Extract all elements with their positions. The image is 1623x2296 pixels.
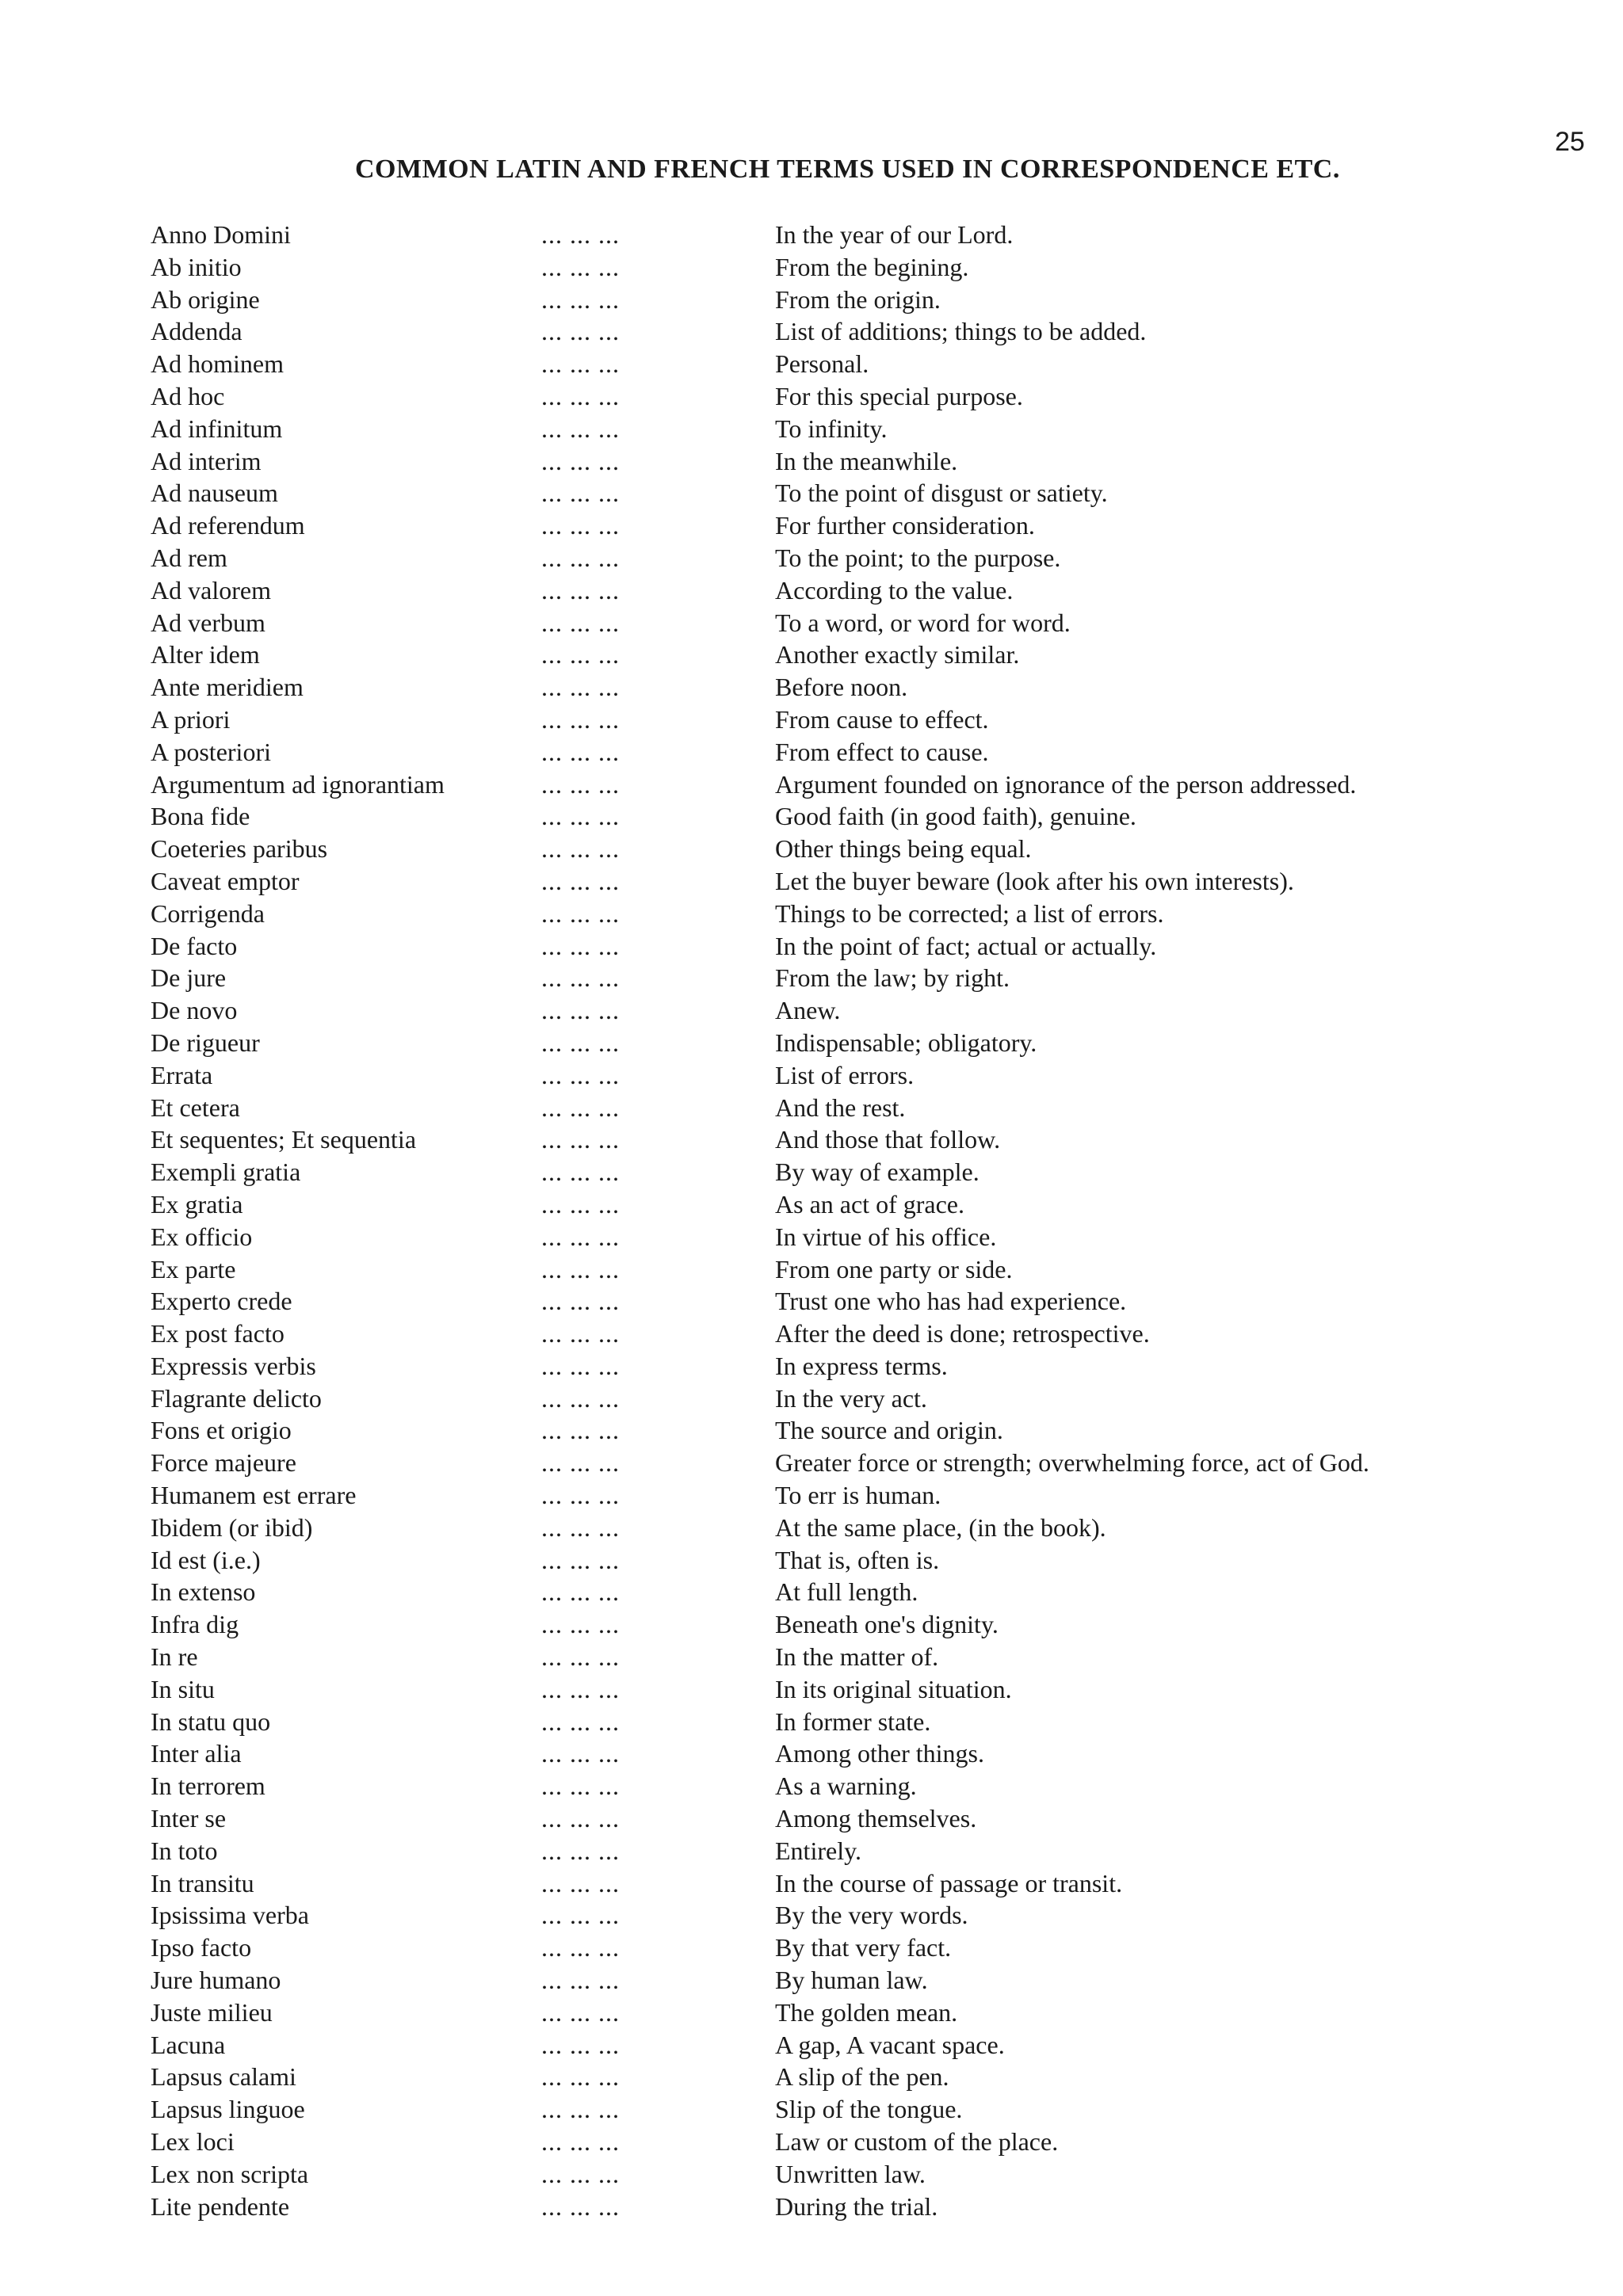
page-number: 25 [1555, 127, 1585, 157]
latin-term: Ab initio [151, 252, 242, 281]
term-row [135, 1447, 1482, 1479]
latin-term: De novo [151, 996, 238, 1025]
term-meaning: To a word, or word for word. [775, 608, 1071, 637]
latin-term: Ad interim [151, 446, 262, 475]
term-row [135, 1350, 1482, 1383]
term-row [135, 2061, 1482, 2093]
term-row [135, 1608, 1482, 1641]
term-row [135, 1318, 1482, 1350]
term-row [135, 445, 1482, 478]
dot-leader: ... ... ... [541, 317, 620, 346]
latin-term: Ad nauseum [151, 479, 278, 508]
term-row [135, 1059, 1482, 1092]
latin-term: Inter alia [151, 1739, 242, 1768]
term-meaning: In the matter of. [775, 1642, 939, 1672]
term-row [135, 833, 1482, 865]
dot-leader: ... ... ... [541, 2030, 620, 2059]
term-row [135, 219, 1482, 251]
term-meaning: At the same place, (in the book). [775, 1512, 1106, 1542]
latin-term: Force majeure [151, 1448, 296, 1478]
term-row [135, 1414, 1482, 1447]
term-row [135, 865, 1482, 898]
dot-leader: ... ... ... [541, 834, 620, 864]
latin-term: Anno Domini [151, 220, 291, 249]
term-row [135, 1479, 1482, 1512]
dot-leader: ... ... ... [541, 1319, 620, 1348]
latin-term: Et sequentes; Et sequentia [151, 1125, 417, 1154]
latin-term: A priori [151, 704, 231, 734]
term-meaning: The source and origin. [775, 1416, 1003, 1445]
latin-term: Ad infinitum [151, 414, 283, 443]
term-meaning: After the deed is done; retrospective. [775, 1319, 1150, 1348]
term-row [135, 315, 1482, 348]
dot-leader: ... ... ... [541, 575, 620, 605]
latin-term: In extenso [151, 1577, 256, 1607]
term-row [135, 1737, 1482, 1770]
term-meaning: By way of example. [775, 1158, 980, 1187]
dot-leader: ... ... ... [541, 802, 620, 831]
dot-leader: ... ... ... [541, 1222, 620, 1251]
latin-term: Jure humano [151, 1966, 281, 1995]
latin-term: Flagrante delicto [151, 1383, 322, 1413]
dot-leader: ... ... ... [541, 1125, 620, 1154]
dot-leader: ... ... ... [541, 2159, 620, 2188]
latin-term: Humanem est errare [151, 1481, 357, 1510]
term-meaning: Trust one who has had experience. [775, 1287, 1127, 1316]
term-meaning: Slip of the tongue. [775, 2095, 963, 2124]
term-row [135, 607, 1482, 639]
term-row [135, 962, 1482, 994]
term-meaning: In virtue of his office. [775, 1222, 997, 1251]
latin-term: Corrigenda [151, 898, 265, 928]
dot-leader: ... ... ... [541, 1545, 620, 1574]
term-row [135, 477, 1482, 509]
dot-leader: ... ... ... [541, 1642, 620, 1672]
term-meaning: For further consideration. [775, 511, 1035, 540]
latin-term: De jure [151, 963, 227, 993]
term-meaning: From the begining. [775, 252, 969, 281]
dot-leader: ... ... ... [541, 1577, 620, 1607]
term-row [135, 1383, 1482, 1415]
dot-leader: ... ... ... [541, 1448, 620, 1478]
term-row [135, 1673, 1482, 1706]
term-meaning: To the point; to the purpose. [775, 543, 1061, 572]
term-row [135, 1899, 1482, 1932]
term-meaning: Argument founded on ignorance of the person addressed. [775, 769, 1357, 799]
dot-leader: ... ... ... [541, 1674, 620, 1703]
term-row [135, 251, 1482, 284]
dot-leader: ... ... ... [541, 511, 620, 540]
term-row [135, 1512, 1482, 1544]
dot-leader: ... ... ... [541, 446, 620, 475]
latin-term: Ipso facto [151, 1933, 252, 1962]
term-row [135, 800, 1482, 833]
latin-term: Lex loci [151, 2127, 235, 2157]
latin-term: Ex post facto [151, 1319, 285, 1348]
term-row [135, 2126, 1482, 2158]
latin-term: Ipsissima verba [151, 1901, 309, 1930]
term-meaning: Entirely. [775, 1836, 861, 1865]
latin-term: Ex officio [151, 1222, 253, 1251]
term-row [135, 1027, 1482, 1059]
latin-term: Id est (i.e.) [151, 1545, 261, 1574]
latin-term: Infra dig [151, 1610, 239, 1639]
latin-term: Juste milieu [151, 1997, 273, 2027]
term-row [135, 639, 1482, 671]
dot-leader: ... ... ... [541, 769, 620, 799]
term-meaning: In former state. [775, 1707, 931, 1736]
term-meaning: In the year of our Lord. [775, 220, 1014, 249]
term-meaning: To err is human. [775, 1481, 941, 1510]
term-meaning: In the course of passage or transit. [775, 1868, 1123, 1897]
term-meaning: From the origin. [775, 284, 941, 314]
dot-leader: ... ... ... [541, 1093, 620, 1122]
latin-term: Ex parte [151, 1254, 236, 1283]
term-meaning: A slip of the pen. [775, 2062, 949, 2092]
latin-term: Experto crede [151, 1287, 292, 1316]
term-meaning: From effect to cause. [775, 737, 989, 766]
term-meaning: And those that follow. [775, 1125, 1001, 1154]
dot-leader: ... ... ... [541, 543, 620, 572]
dot-leader: ... ... ... [541, 381, 620, 410]
latin-term: Expressis verbis [151, 1351, 316, 1380]
latin-term: Lapsus calami [151, 2062, 296, 2092]
dot-leader: ... ... ... [541, 1707, 620, 1736]
term-meaning: Personal. [775, 349, 869, 379]
term-meaning: To infinity. [775, 414, 888, 443]
latin-term: Lite pendente [151, 2191, 290, 2221]
term-row [135, 1221, 1482, 1253]
dot-leader: ... ... ... [541, 1287, 620, 1316]
dot-leader: ... ... ... [541, 704, 620, 734]
dot-leader: ... ... ... [541, 414, 620, 443]
latin-term: Caveat emptor [151, 866, 300, 895]
dot-leader: ... ... ... [541, 1512, 620, 1542]
term-meaning: In the point of fact; actual or actually. [775, 931, 1157, 960]
term-row [135, 348, 1482, 380]
term-meaning: Unwritten law. [775, 2159, 926, 2188]
latin-term: Et cetera [151, 1093, 240, 1122]
dot-leader: ... ... ... [541, 1933, 620, 1962]
term-meaning: That is, often is. [775, 1545, 940, 1574]
term-meaning: Anew. [775, 996, 841, 1025]
term-meaning: And the rest. [775, 1093, 906, 1122]
term-row [135, 1997, 1482, 2029]
term-row [135, 1156, 1482, 1188]
dot-leader: ... ... ... [541, 349, 620, 379]
term-row [135, 1092, 1482, 1124]
latin-term: Ad valorem [151, 575, 271, 605]
latin-term: Lex non scripta [151, 2159, 309, 2188]
term-row [135, 1123, 1482, 1156]
term-row [135, 413, 1482, 445]
term-meaning: According to the value. [775, 575, 1014, 605]
term-row [135, 2093, 1482, 2126]
dot-leader: ... ... ... [541, 1481, 620, 1510]
term-row [135, 509, 1482, 542]
term-meaning: During the trial. [775, 2191, 938, 2221]
latin-term: Ex gratia [151, 1189, 243, 1219]
term-meaning: Among other things. [775, 1739, 984, 1768]
latin-term: De rigueur [151, 1028, 260, 1057]
dot-leader: ... ... ... [541, 1901, 620, 1930]
latin-term: Ad hoc [151, 381, 225, 410]
term-meaning: From the law; by right. [775, 963, 1010, 993]
term-row [135, 1576, 1482, 1608]
latin-term: Argumentum ad ignorantiam [151, 769, 445, 799]
term-meaning: Indispensable; obligatory. [775, 1028, 1037, 1057]
term-row [135, 1285, 1482, 1318]
latin-term: In situ [151, 1674, 215, 1703]
term-meaning: List of errors. [775, 1060, 915, 1089]
term-meaning: As an act of grace. [775, 1189, 964, 1219]
term-row [135, 2029, 1482, 2061]
term-row [135, 1835, 1482, 1867]
term-row [135, 704, 1482, 736]
latin-term: Fons et origio [151, 1416, 292, 1445]
latin-term: A posteriori [151, 737, 271, 766]
latin-term: Ad rem [151, 543, 227, 572]
term-meaning: Beneath one's dignity. [775, 1610, 999, 1639]
dot-leader: ... ... ... [541, 1254, 620, 1283]
term-row [135, 2191, 1482, 2223]
dot-leader: ... ... ... [541, 1351, 620, 1380]
term-row [135, 542, 1482, 574]
term-meaning: At full length. [775, 1577, 918, 1607]
term-row [135, 1802, 1482, 1835]
term-meaning: A gap, A vacant space. [775, 2030, 1005, 2059]
term-row [135, 574, 1482, 607]
latin-term: Coeteries paribus [151, 834, 328, 864]
latin-term: Ad verbum [151, 608, 265, 637]
term-meaning: Law or custom of the place. [775, 2127, 1059, 2157]
term-meaning: Things to be corrected; a list of errors. [775, 898, 1164, 928]
dot-leader: ... ... ... [541, 673, 620, 702]
latin-term: Ibidem (or ibid) [151, 1512, 313, 1542]
dot-leader: ... ... ... [541, 1997, 620, 2027]
term-meaning: By human law. [775, 1966, 928, 1995]
dot-leader: ... ... ... [541, 1804, 620, 1833]
term-row [135, 1706, 1482, 1738]
latin-term: Alter idem [151, 640, 260, 669]
term-row [135, 1932, 1482, 1964]
dot-leader: ... ... ... [541, 479, 620, 508]
term-meaning: From one party or side. [775, 1254, 1013, 1283]
dot-leader: ... ... ... [541, 1739, 620, 1768]
term-meaning: As a warning. [775, 1772, 917, 1801]
latin-term: In statu quo [151, 1707, 271, 1736]
latin-term: Ad hominem [151, 349, 284, 379]
latin-term: De facto [151, 931, 238, 960]
dot-leader: ... ... ... [541, 898, 620, 928]
latin-term: Errata [151, 1060, 213, 1089]
latin-term: Ad referendum [151, 511, 305, 540]
term-meaning: In express terms. [775, 1351, 948, 1380]
term-meaning: Good faith (in good faith), genuine. [775, 802, 1136, 831]
term-meaning: For this special purpose. [775, 381, 1023, 410]
latin-term: In transitu [151, 1868, 254, 1897]
term-row [135, 1964, 1482, 1997]
term-meaning: Among themselves. [775, 1804, 977, 1833]
term-row [135, 1867, 1482, 1900]
dot-leader: ... ... ... [541, 2095, 620, 2124]
dot-leader: ... ... ... [541, 1060, 620, 1089]
term-row [135, 1770, 1482, 1802]
latin-term: Lacuna [151, 2030, 226, 2059]
dot-leader: ... ... ... [541, 2127, 620, 2157]
dot-leader: ... ... ... [541, 737, 620, 766]
dot-leader: ... ... ... [541, 996, 620, 1025]
term-row [135, 284, 1482, 316]
latin-term: Bona fide [151, 802, 250, 831]
term-meaning: Greater force or strength; overwhelming force, act of God. [775, 1448, 1369, 1478]
term-meaning: Other things being equal. [775, 834, 1032, 864]
term-row [135, 380, 1482, 413]
term-row [135, 2158, 1482, 2191]
latin-term: Inter se [151, 1804, 227, 1833]
term-meaning: Before noon. [775, 673, 908, 702]
latin-term: In re [151, 1642, 198, 1672]
term-row [135, 898, 1482, 930]
term-meaning: Another exactly similar. [775, 640, 1020, 669]
dot-leader: ... ... ... [541, 1158, 620, 1187]
dot-leader: ... ... ... [541, 866, 620, 895]
dot-leader: ... ... ... [541, 608, 620, 637]
term-meaning: From cause to effect. [775, 704, 989, 734]
term-row [135, 671, 1482, 704]
dot-leader: ... ... ... [541, 1610, 620, 1639]
term-meaning: By that very fact. [775, 1933, 952, 1962]
latin-term: In terrorem [151, 1772, 265, 1801]
latin-term: Ab origine [151, 284, 260, 314]
dot-leader: ... ... ... [541, 284, 620, 314]
term-row [135, 1641, 1482, 1673]
term-meaning: Let the buyer beware (look after his own interests). [775, 866, 1294, 895]
dot-leader: ... ... ... [541, 1028, 620, 1057]
latin-term: Exempli gratia [151, 1158, 301, 1187]
term-meaning: In the very act. [775, 1383, 927, 1413]
dot-leader: ... ... ... [541, 252, 620, 281]
term-meaning: By the very words. [775, 1901, 968, 1930]
term-row [135, 930, 1482, 963]
term-meaning: In its original situation. [775, 1674, 1012, 1703]
dot-leader: ... ... ... [541, 1383, 620, 1413]
dot-leader: ... ... ... [541, 963, 620, 993]
dot-leader: ... ... ... [541, 1416, 620, 1445]
term-meaning: In the meanwhile. [775, 446, 958, 475]
latin-term: Lapsus linguoe [151, 2095, 305, 2124]
dot-leader: ... ... ... [541, 1966, 620, 1995]
term-row [135, 769, 1482, 801]
term-row [135, 1544, 1482, 1577]
dot-leader: ... ... ... [541, 931, 620, 960]
dot-leader: ... ... ... [541, 640, 620, 669]
dot-leader: ... ... ... [541, 2191, 620, 2221]
latin-term: Ante meridiem [151, 673, 304, 702]
dot-leader: ... ... ... [541, 2062, 620, 2092]
term-meaning: The golden mean. [775, 1997, 958, 2027]
term-row [135, 1253, 1482, 1286]
term-meaning: To the point of disgust or satiety. [775, 479, 1108, 508]
dot-leader: ... ... ... [541, 1868, 620, 1897]
page-title: COMMON LATIN AND FRENCH TERMS USED IN CORRESPONDENCE ETC. [355, 154, 1340, 184]
dot-leader: ... ... ... [541, 220, 620, 249]
term-row [135, 994, 1482, 1027]
term-row [135, 1188, 1482, 1221]
latin-term: Addenda [151, 317, 242, 346]
dot-leader: ... ... ... [541, 1772, 620, 1801]
dot-leader: ... ... ... [541, 1189, 620, 1219]
dot-leader: ... ... ... [541, 1836, 620, 1865]
term-meaning: List of additions; things to be added. [775, 317, 1147, 346]
latin-term: In toto [151, 1836, 218, 1865]
term-row [135, 736, 1482, 769]
terms-list [135, 219, 1482, 2222]
